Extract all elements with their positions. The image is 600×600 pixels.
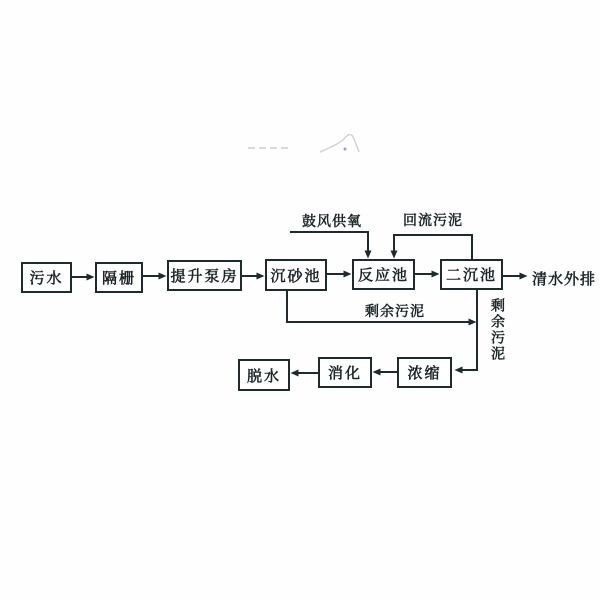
smudge-dot — [344, 148, 347, 151]
arrow-blast-oxygen — [290, 232, 368, 252]
node-thickening: 浓缩 — [397, 357, 452, 388]
node-lift-pump-station: 提升泵房 — [167, 260, 242, 291]
node-secondary-clarifier: 二沉池 — [440, 259, 503, 290]
node-grit-chamber: 沉砂池 — [265, 259, 327, 291]
arrow-sludge-to-thickening — [461, 290, 477, 370]
label-excess-sludge-vertical: 剩余污泥 — [489, 298, 505, 362]
label-blast-oxygen: 鼓风供氧 — [302, 214, 362, 230]
node-dewatering: 脱水 — [238, 359, 290, 391]
label-excess-sludge-horizontal: 剩余污泥 — [365, 304, 425, 320]
node-digestion: 消化 — [318, 357, 372, 388]
arrow-return-sludge — [394, 235, 472, 259]
node-bar-screen: 隔栅 — [95, 262, 143, 293]
label-effluent-discharge: 清水外排 — [532, 270, 597, 288]
label-return-sludge: 回流污泥 — [403, 213, 463, 229]
node-reaction-tank: 反应池 — [352, 259, 415, 290]
smudge-curve — [320, 135, 359, 152]
node-sewage: 污水 — [21, 262, 72, 293]
smudge-artifacts — [248, 135, 359, 152]
